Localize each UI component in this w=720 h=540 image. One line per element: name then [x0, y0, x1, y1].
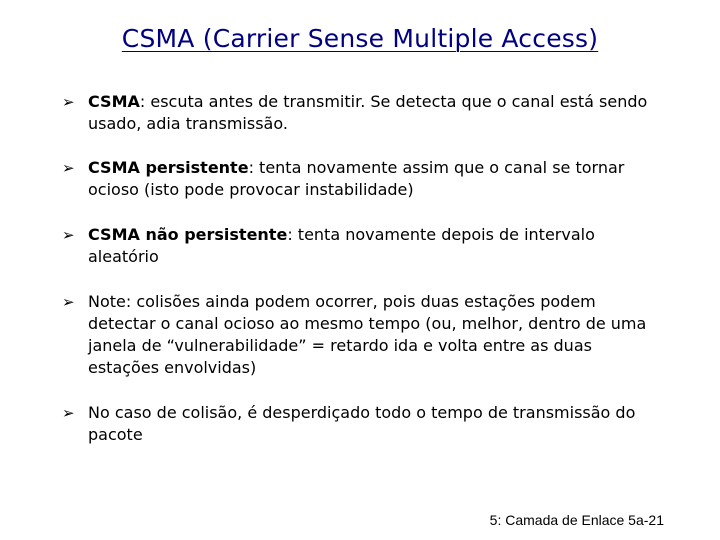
bullet-body: : tenta novamente depois de intervalo aleatório	[88, 225, 595, 266]
bullet-text	[88, 292, 646, 377]
bullet-item	[62, 291, 662, 379]
bullet-term: CSMA persistente	[88, 158, 249, 177]
bullet-body: Note: colisões ainda podem ocorrer, pois duas estações podem detectar o canal ocioso ao mesmo tempo (ou, melhor, dentro de uma janela de “vulnerabilidade” = retardo ida e volta entre as duas estações envolvidas)	[88, 292, 647, 377]
arrow-bullet-icon: ➢	[62, 226, 75, 244]
bullet-list	[62, 91, 662, 469]
bullet-text	[88, 92, 647, 133]
bullet-body: : tenta novamente assim que o canal se tornar ocioso (isto pode provocar instabilidade)	[88, 158, 625, 199]
bullet-body: : escuta antes de transmitir. Se detecta que o canal está sendo usado, adia transmissão.	[88, 92, 648, 133]
arrow-bullet-icon: ➢	[62, 93, 75, 111]
arrow-bullet-icon: ➢	[62, 404, 75, 422]
bullet-text	[88, 158, 624, 199]
bullet-item	[62, 402, 662, 446]
bullet-item	[62, 224, 662, 268]
arrow-bullet-icon: ➢	[62, 159, 75, 177]
slide-title: CSMA (Carrier Sense Multiple Access)	[121, 24, 599, 53]
bullet-body: No caso de colisão, é desperdiçado todo o tempo de transmissão do pacote	[88, 403, 636, 444]
bullet-text	[88, 403, 635, 444]
arrow-bullet-icon: ➢	[62, 293, 75, 311]
bullet-text	[88, 225, 595, 266]
bullet-term: CSMA não persistente	[88, 225, 288, 244]
bullet-item	[62, 157, 662, 201]
slide-footer: 5: Camada de Enlace 5a-21	[489, 512, 664, 528]
bullet-term: CSMA	[88, 92, 140, 111]
bullet-item	[62, 91, 662, 135]
